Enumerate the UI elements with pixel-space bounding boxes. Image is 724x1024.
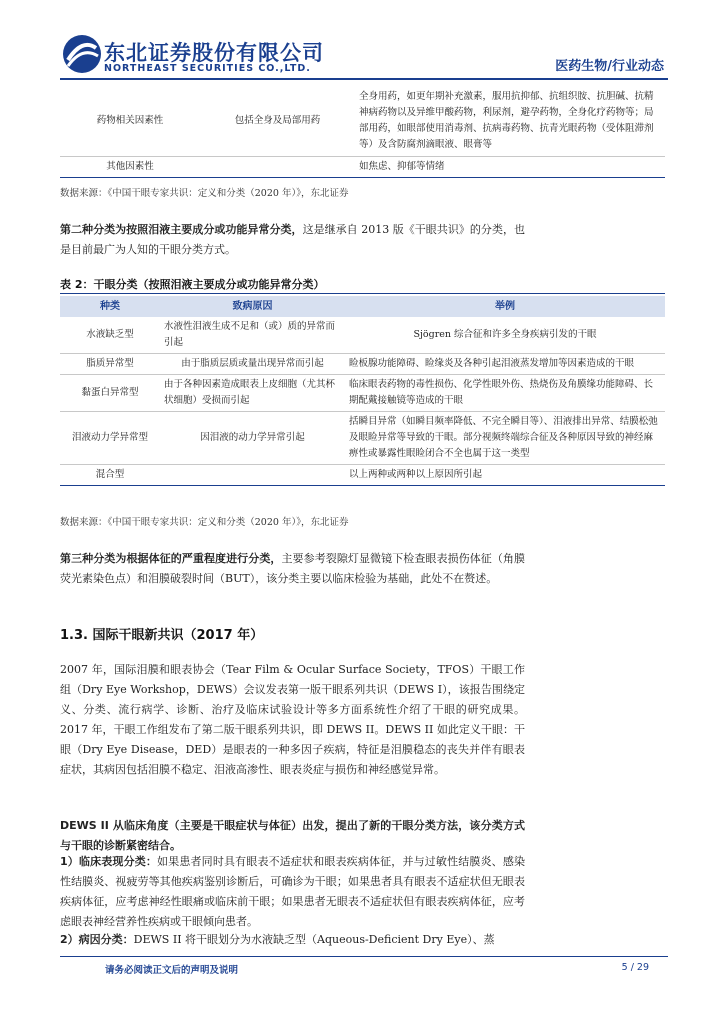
table-cell-type: 脂质异常型 <box>60 354 160 375</box>
paragraph-body: 这是继承自 2013 版《干眼共识》的分类，也是目前最广为人知的干眼分类方式。 <box>60 223 525 256</box>
table-header-cell: 举例 <box>345 296 665 317</box>
paragraph-clinical-classification <box>60 852 525 932</box>
paragraph-lead: 第三种分类为根据体征的严重程度进行分类， <box>60 552 282 565</box>
paragraph-classification-3 <box>60 549 525 589</box>
paragraph-body: 主要参考裂隙灯显微镜下检查眼表损伤体征（角膜荧光素染色点）和泪膜破裂时间（BUT），该分类主要以临床检验为基础，此处不在赘述。 <box>60 552 526 585</box>
paragraph-dews-ii-intro <box>60 816 525 856</box>
page-header <box>0 0 724 80</box>
table-cell-example: 如焦虑、抑郁等情绪 <box>355 157 665 178</box>
table-cell-cause: 包括全身及局部用药 <box>200 86 355 157</box>
table-cell-cause: 由于脂质层质或量出现异常而引起 <box>160 354 345 375</box>
table-cell-cause: 因泪液的动力学异常引起 <box>160 412 345 465</box>
footer-divider <box>60 956 668 957</box>
dry-eye-classification-table <box>60 296 665 486</box>
paragraph-body: 如果患者同时具有眼表不适症状和眼表疾病体征，并与过敏性结膜炎、感染性结膜炎、视疲劳等其他疾病鉴别诊断后，可确诊为干眼；如果患者具有眼表不适症状但无眼表疾病体征，应考虑神经性眼痛或临床前干眼；如果患者无眼表不适症状但有眼表疾病体征，应考虑眼表神经营养性疾病或干眼倾向患者。 <box>60 855 525 928</box>
table-cell-cause <box>200 157 355 178</box>
paragraph-body: DEWS II 将干眼划分为水液缺乏型（Aqueous-Deficient Dry Eye）、蒸 <box>133 933 495 946</box>
table-cell-cause: 水液性泪液生成不足和（或）质的异常而引起 <box>160 317 345 354</box>
table-cell-type: 其他因素性 <box>60 157 200 178</box>
dry-eye-cause-table <box>60 86 665 178</box>
table-cell-type: 混合型 <box>60 465 160 486</box>
table-cell-type: 黏蛋白异常型 <box>60 375 160 412</box>
table2-title-divider <box>60 293 665 294</box>
company-name-cn: 东北证券股份有限公司 <box>104 41 324 65</box>
table-cell-example: 以上两种或两种以上原因所引起 <box>345 465 665 486</box>
table-row <box>60 375 665 412</box>
table-cell-example: 全身用药，如更年期补充激素，服用抗抑郁、抗组织胺、抗胆碱、抗精神病药物以及异维甲酸药物，利尿剂，避孕药物，全身化疗药物等；局部用药，如眼部使用消毒剂、抗病毒药物、抗青光眼药物（受体阻滞剂等）及含防腐剂滴眼液、眼膏等 <box>355 86 665 157</box>
paragraph-dews-history: 2007 年，国际泪膜和眼表协会（Tear Film & Ocular Surface Society，TFOS）干眼工作组（Dry Eye Workshop，DEWS）会议发表第一版干眼系列共识（DEWS I），该报告围绕定义、分类、流行病学、诊断、治疗及临床试验设计等多方面系统性介绍了干眼的研究成果。2017 年，干眼工作组发布了第二版干眼系列共识，即 DEWS II。DEWS II 如此定义干眼：干眼（Dry Eye Disease，DED）是眼表的一种多因子疾病，特征是泪膜稳态的丧失并伴有眼表症状，其病因包括泪膜不稳定、泪液高渗性、眼表炎症与损伤和神经感觉异常。 <box>60 663 525 776</box>
paragraph-etiology-classification <box>60 930 525 950</box>
table-cell-cause <box>160 465 345 486</box>
table-cell-example: 括瞬目异常（如瞬目频率降低、不完全瞬目等）、泪液排出异常、结膜松弛及眼睑异常等导致的干眼。部分视频终端综合征及各种原因导致的神经麻痹性或暴露性眼睑闭合不全也属于这一类型 <box>345 412 665 465</box>
report-category: 医药生物/行业动态 <box>555 59 664 74</box>
table2-title: 表 2：干眼分类（按照泪液主要成分或功能异常分类） <box>60 278 325 291</box>
table-header-cell: 种类 <box>60 296 160 317</box>
table-cell-type: 水液缺乏型 <box>60 317 160 354</box>
page-number: 5 / 29 <box>621 962 649 973</box>
section-heading: 1.3. 国际干眼新共识（2017 年） <box>60 628 264 643</box>
table-row <box>60 412 665 465</box>
table-cell-example: Sjögren 综合征和许多全身疾病引发的干眼 <box>345 317 665 354</box>
table-header-cell: 致病原因 <box>160 296 345 317</box>
table-cell-example: 临床眼表药物的毒性损伤、化学性眼外伤、热烧伤及角膜缘功能障碍、长期配戴接触镜等造成的干眼 <box>345 375 665 412</box>
table1-source: 数据来源：《中国干眼专家共识：定义和分类（2020 年）》，东北证券 <box>60 188 349 199</box>
header-divider <box>60 78 668 80</box>
paragraph-lead: 1）临床表现分类： <box>60 855 158 868</box>
footer-disclaimer: 请务必阅读正文后的声明及说明 <box>105 965 239 976</box>
table2-source: 数据来源：《中国干眼专家共识：定义和分类（2020 年）》，东北证券 <box>60 517 349 528</box>
paragraph-lead: 第二种分类为按照泪液主要成分或功能异常分类， <box>60 223 303 236</box>
paragraph-lead: DEWS II 从临床角度（主要是干眼症状与体征）出发，提出了新的干眼分类方法，该分类方式与干眼的诊断紧密结合。 <box>60 819 525 852</box>
table-header-row <box>60 296 665 317</box>
table-row <box>60 317 665 354</box>
table-row <box>60 354 665 375</box>
table-cell-cause: 由于各种因素造成眼表上皮细胞（尤其杯状细胞）受损而引起 <box>160 375 345 412</box>
table-cell-example: 睑板腺功能障碍、睑缘炎及各种引起泪液蒸发增加等因素造成的干眼 <box>345 354 665 375</box>
table-row <box>60 157 665 178</box>
company-name-en: NORTHEAST SECURITIES CO.,LTD. <box>104 63 311 74</box>
paragraph-classification-2 <box>60 220 525 260</box>
table-cell-type: 泪液动力学异常型 <box>60 412 160 465</box>
company-logo-icon <box>62 34 102 74</box>
table-row <box>60 465 665 486</box>
table-row <box>60 86 665 157</box>
paragraph-lead: 2）病因分类： <box>60 933 134 946</box>
table-cell-type: 药物相关因素性 <box>60 86 200 157</box>
